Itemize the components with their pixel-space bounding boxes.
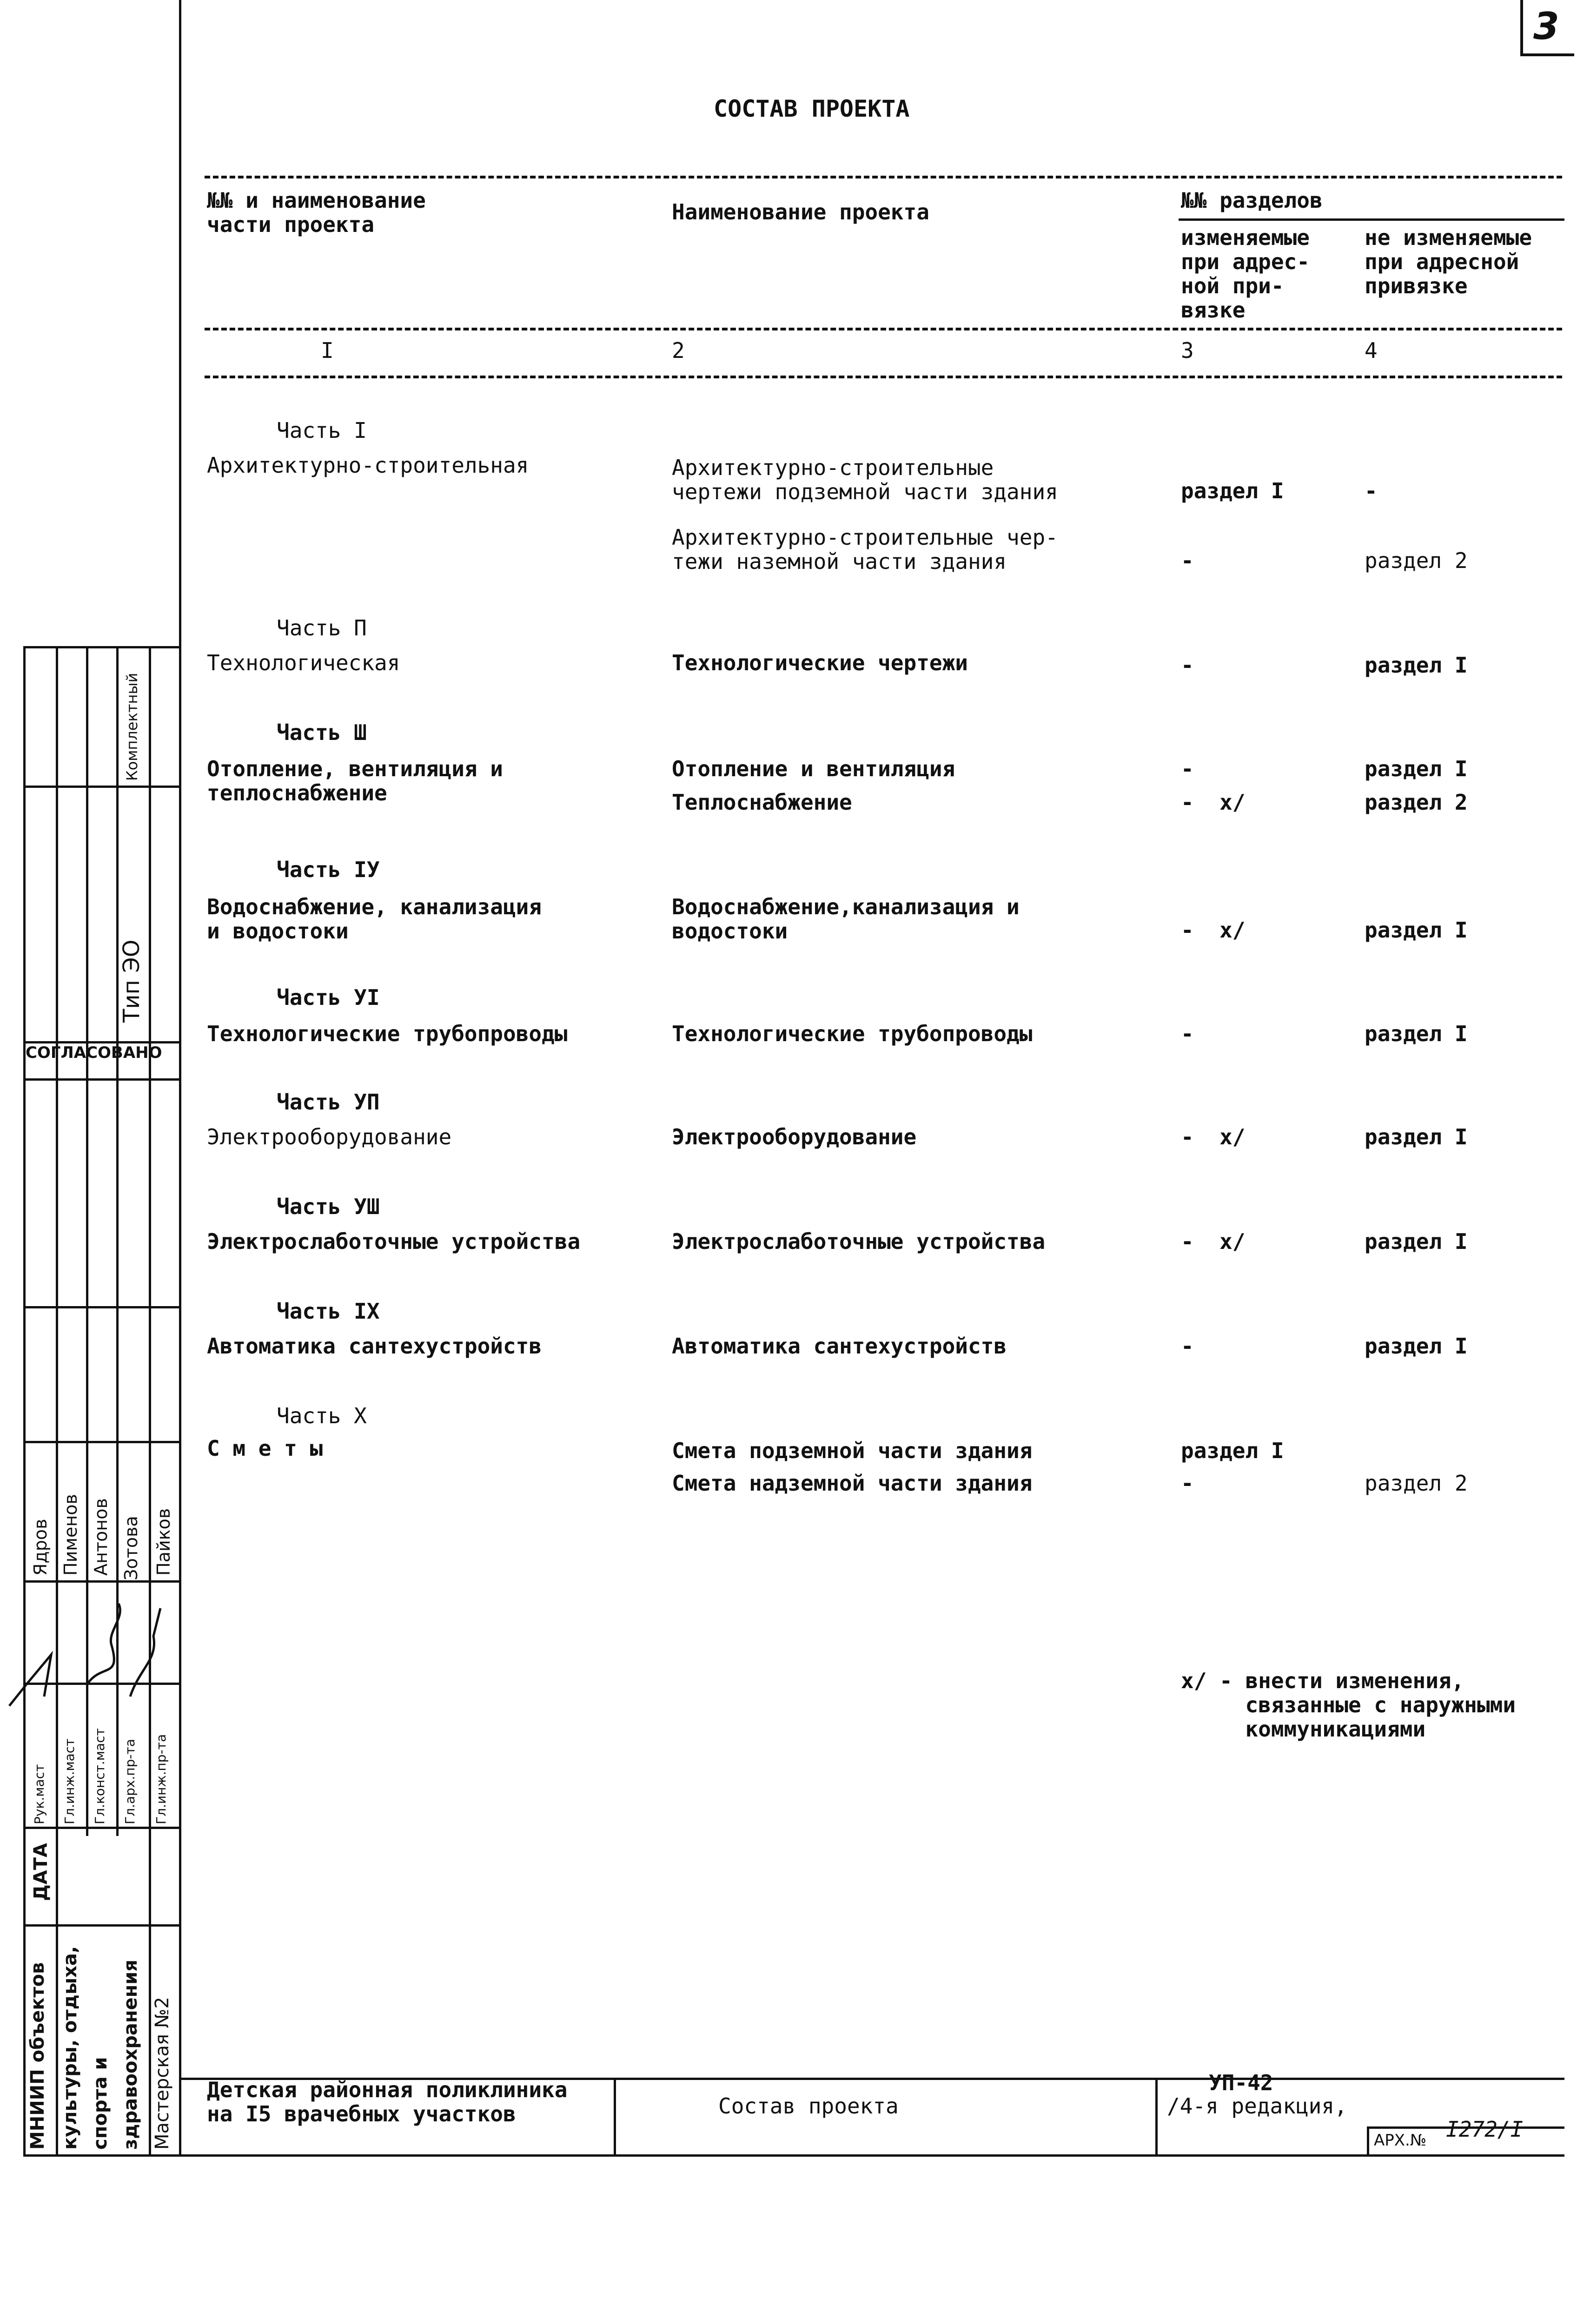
side-name: Антонов	[91, 1498, 111, 1576]
part-name: Архитектурно-строительная	[207, 453, 529, 478]
stamp-divider-3	[1367, 2126, 1369, 2154]
changed-section: - x/	[1181, 790, 1246, 815]
project-name: Электрослаботочные устройства	[672, 1229, 1046, 1254]
side-hline-9	[23, 1827, 179, 1829]
side-name: Пайков	[153, 1508, 174, 1576]
unchanged-section: раздел I	[1365, 1021, 1468, 1046]
project-name: Водоснабжение,канализация и водостоки	[672, 894, 1020, 944]
side-agreed: СОГЛАСОВАНО	[26, 1043, 162, 1062]
part-label: Часть IХ	[277, 1299, 380, 1324]
part-name: Водоснабжение, канализация и водостоки	[207, 894, 542, 944]
changed-section: - x/	[1181, 1229, 1246, 1254]
footnote: x/ - внести изменения, связанные с наружными коммуникациями	[1181, 1668, 1516, 1742]
header-num3: 3	[1181, 338, 1194, 363]
side-tip: Тип ЭО	[119, 939, 145, 1023]
changed-section: раздел I	[1181, 478, 1284, 503]
frame-bottom-line	[23, 2154, 1155, 2157]
stamp-object: Детская районная поликлиника на I5 врачебных участков	[207, 2077, 568, 2126]
side-hline-7	[23, 1580, 179, 1583]
side-name: Ядров	[30, 1519, 51, 1576]
stamp-divider-2	[1155, 2078, 1158, 2154]
part-label: Часть УI	[277, 985, 380, 1010]
side-org: МНИИП объектов	[27, 1962, 48, 2150]
project-name: Отопление и вентиляция	[672, 756, 955, 781]
page-number: 3	[1533, 5, 1559, 48]
header-col1: №№ и наименование части проекта	[207, 188, 426, 237]
project-name: Смета подземной части здания	[672, 1438, 1033, 1463]
part-label: Часть Х	[277, 1403, 367, 1428]
unchanged-section: раздел 2	[1365, 1471, 1468, 1496]
side-org: культуры, отдыха,	[60, 1946, 81, 2150]
header-rule-bottom	[205, 376, 1562, 378]
side-hline-1	[23, 646, 179, 648]
project-name: Технологические трубопроводы	[672, 1021, 1033, 1046]
side-role: Гл.арх.пр-та	[122, 1739, 138, 1824]
changed-section: - x/	[1181, 1124, 1246, 1149]
project-name: Теплоснабжение	[672, 790, 852, 815]
unchanged-section: раздел I	[1365, 1124, 1468, 1149]
side-role: Гл.инж.пр-та	[153, 1734, 169, 1824]
header-num4: 4	[1365, 338, 1378, 363]
project-name: Смета надземной части здания	[672, 1471, 1033, 1496]
changed-section: - x/	[1181, 918, 1246, 943]
project-name: Электрооборудование	[672, 1124, 917, 1149]
header-col4: не изменяемые при адресной привязке	[1365, 225, 1532, 298]
stamp-archive-number: I272/I	[1446, 2117, 1524, 2142]
project-name: Архитектурно-строительные чертежи подземной части здания	[672, 455, 1058, 504]
part-label: Часть УШ	[277, 1194, 380, 1219]
unchanged-section: раздел I	[1365, 1229, 1468, 1254]
stamp-code: УП-42	[1209, 2070, 1273, 2095]
side-hline-2	[23, 786, 179, 788]
unchanged-section: раздел I	[1365, 653, 1468, 678]
side-line-2	[56, 646, 58, 2154]
header-num2: 2	[672, 338, 685, 363]
unchanged-section: раздел I	[1365, 1334, 1468, 1359]
changed-section: -	[1181, 756, 1194, 781]
unchanged-section: -	[1365, 478, 1378, 503]
changed-section: -	[1181, 1471, 1194, 1496]
header-rule-top	[205, 176, 1562, 178]
changed-section: -	[1181, 653, 1194, 678]
part-name: С м е т ы	[207, 1436, 323, 1461]
side-org: Мастерская №2	[152, 1997, 173, 2150]
header-col3: изменяемые при адрес- ной при- вязке	[1181, 225, 1310, 323]
stamp-divider-1	[614, 2078, 616, 2154]
stamp-edition: /4-я редакция,	[1167, 2093, 1347, 2119]
project-name: Технологические чертежи	[672, 650, 968, 675]
part-name: Электрооборудование	[207, 1124, 452, 1149]
stamp-doc-title: Состав проекта	[718, 2093, 899, 2119]
unchanged-section: раздел I	[1365, 756, 1468, 781]
side-hline-5	[23, 1306, 179, 1308]
part-label: Часть УП	[277, 1089, 380, 1115]
changed-section: -	[1181, 548, 1194, 573]
part-name: Технологические трубопроводы	[207, 1021, 568, 1046]
changed-section: раздел I	[1181, 1438, 1284, 1463]
stamp-archive-label: АРХ.№	[1374, 2131, 1427, 2150]
stamp-bottom-line	[1155, 2154, 1564, 2157]
unchanged-section: раздел I	[1365, 918, 1468, 943]
side-name: Зотова	[121, 1516, 141, 1580]
col34-rule	[1179, 218, 1564, 221]
side-org: здравоохранения	[120, 1960, 141, 2150]
signatures	[0, 1590, 179, 1710]
changed-section: -	[1181, 1334, 1194, 1359]
side-hline-10	[23, 1924, 179, 1927]
side-role: Гл.инж.маст	[62, 1738, 77, 1824]
side-line-5	[149, 646, 151, 2154]
part-name: Электрослаботочные устройства	[207, 1229, 581, 1254]
header-num1: I	[321, 338, 334, 363]
header-col2: Наименование проекта	[672, 199, 929, 224]
part-name: Технологическая	[207, 650, 400, 675]
changed-section: -	[1181, 1021, 1194, 1046]
header-col34: №№ разделов	[1181, 188, 1323, 213]
side-date: ДАТА	[30, 1843, 52, 1901]
side-role: Гл.конст.маст	[92, 1728, 107, 1824]
part-label: Часть IУ	[277, 857, 380, 882]
side-role: Рук.маст	[32, 1764, 47, 1824]
part-label: Часть I	[277, 418, 367, 443]
project-name: Автоматика сантехустройств	[672, 1334, 1007, 1359]
left-frame-line	[179, 0, 181, 2154]
document-title: СОСТАВ ПРОЕКТА	[714, 95, 910, 122]
side-name: Пименов	[60, 1494, 81, 1576]
part-name: Отопление, вентиляция и теплоснабжение	[207, 756, 503, 805]
side-line-1	[23, 646, 26, 2154]
header-rule-mid	[205, 328, 1562, 330]
unchanged-section: раздел 2	[1365, 548, 1468, 573]
side-hline-4	[23, 1078, 179, 1081]
side-hline-6	[23, 1441, 179, 1443]
project-name: Архитектурно-строительные чер- тежи наземной части здания	[672, 525, 1058, 574]
part-name: Автоматика сантехустройств	[207, 1334, 542, 1359]
unchanged-section: раздел 2	[1365, 790, 1468, 815]
side-org: спорта и	[90, 2057, 111, 2150]
part-label: Часть П	[277, 615, 367, 640]
side-kompl: Комплектный	[123, 673, 141, 781]
part-label: Часть Ш	[277, 720, 367, 745]
